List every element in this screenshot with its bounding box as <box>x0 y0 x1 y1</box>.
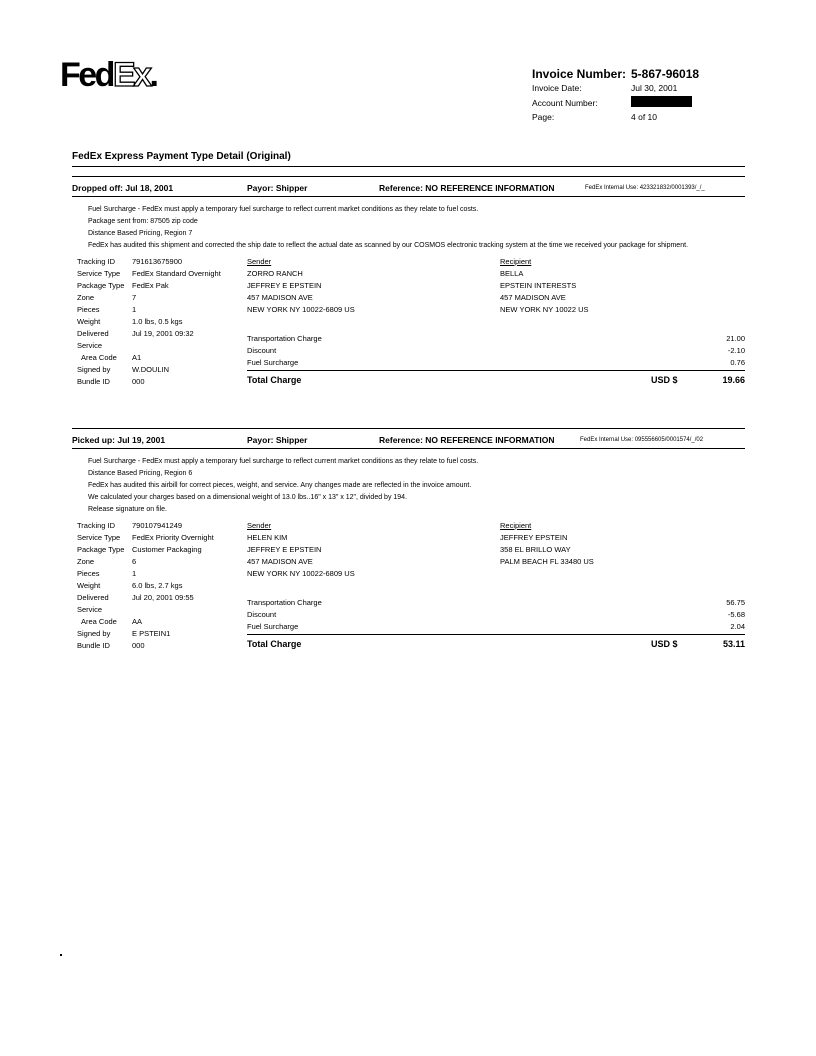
bundle-id: 000 <box>132 377 145 386</box>
internal-use: FedEx Internal Use: 095556605/0001574/_/02 <box>580 437 704 443</box>
recipient-heading: Recipient <box>500 257 532 266</box>
note: FedEx has audited this airbill for correct pieces, weight, and service. Any changes made are reflected in the invoice amount. <box>88 482 472 489</box>
tracking-id: 791613675900 <box>132 257 183 266</box>
label-zone: Zone <box>77 293 95 302</box>
transportation-charge: 21.00 <box>726 334 745 343</box>
currency: USD $ <box>651 639 678 649</box>
transportation-label: Transportation Charge <box>247 334 322 343</box>
divider <box>72 428 745 429</box>
invoice-date-label: Invoice Date: <box>532 83 582 93</box>
label-package-type: Package Type <box>77 545 125 554</box>
note: Distance Based Pricing, Region 6 <box>88 470 193 477</box>
label-pieces: Pieces <box>77 305 100 314</box>
shipment-payor: Payor: Shipper <box>247 183 308 193</box>
shipment-date: Picked up: Jul 19, 2001 <box>72 435 166 445</box>
note: Fuel Surcharge - FedEx must apply a temporary fuel surcharge to reflect current market conditions as they relate to fuel costs. <box>88 206 479 213</box>
label-weight: Weight <box>77 581 101 590</box>
total-label: Total Charge <box>247 639 302 649</box>
package-type: FedEx Pak <box>132 281 169 290</box>
label-delivered: Delivered <box>77 593 109 602</box>
shipment-payor: Payor: Shipper <box>247 435 308 445</box>
invoice-date: Jul 30, 2001 <box>631 83 678 93</box>
sender-line: NEW YORK NY 10022-6809 US <box>247 569 355 578</box>
divider <box>72 176 745 177</box>
total-charge: 53.11 <box>722 639 745 649</box>
logo-dot: . <box>149 56 157 94</box>
delivered: Jul 20, 2001 09:55 <box>132 593 194 602</box>
recipient-line: 358 EL BRILLO WAY <box>500 545 571 554</box>
discount: -2.10 <box>727 346 745 355</box>
discount-label: Discount <box>247 346 277 355</box>
discount: -5.68 <box>727 610 745 619</box>
account-number-label: Account Number: <box>532 98 598 108</box>
label-service-type: Service Type <box>77 269 121 278</box>
sender-line: JEFFREY E EPSTEIN <box>247 281 322 290</box>
note: We calculated your charges based on a dimensional weight of 13.0 lbs..16" x 13" x 12", divided by 194. <box>88 494 408 501</box>
label-service: Service <box>77 341 103 350</box>
transportation-label: Transportation Charge <box>247 598 322 607</box>
label-zone: Zone <box>77 557 95 566</box>
logo-fed: Fed <box>60 56 113 94</box>
recipient-line: PALM BEACH FL 33480 US <box>500 557 594 566</box>
discount-label: Discount <box>247 610 277 619</box>
recipient-heading: Recipient <box>500 521 532 530</box>
sender-line: 457 MADISON AVE <box>247 293 313 302</box>
sender-line: ZORRO RANCH <box>247 269 303 278</box>
fuel-surcharge: 2.04 <box>730 622 745 631</box>
note: FedEx has audited this shipment and corrected the ship date to reflect the actual date as scanned by our COSMOS electronic tracking system at the time we received your package for shipment. <box>88 242 688 249</box>
bundle-id: 000 <box>132 641 145 650</box>
transportation-charge: 56.75 <box>726 598 745 607</box>
total-label: Total Charge <box>247 375 302 385</box>
label-pieces: Pieces <box>77 569 100 578</box>
divider <box>72 196 745 197</box>
note: Package sent from: 87505 zip code <box>88 218 198 225</box>
note: Distance Based Pricing, Region 7 <box>88 230 193 237</box>
pieces: 1 <box>132 569 137 578</box>
shipment-reference: Reference: NO REFERENCE INFORMATION <box>379 435 555 445</box>
sender-line: JEFFREY E EPSTEIN <box>247 545 322 554</box>
label-signed-by: Signed by <box>77 365 111 374</box>
note: Fuel Surcharge - FedEx must apply a temporary fuel surcharge to reflect current market conditions as they relate to fuel costs. <box>88 458 479 465</box>
label-delivered: Delivered <box>77 329 109 338</box>
package-type: Customer Packaging <box>132 545 202 554</box>
label-tracking: Tracking ID <box>77 521 116 530</box>
label-signed-by: Signed by <box>77 629 111 638</box>
label-service: Service <box>77 605 103 614</box>
label-package-type: Package Type <box>77 281 125 290</box>
logo-ex: Ex <box>112 56 150 94</box>
page-label: Page: <box>532 112 555 122</box>
recipient-line: JEFFREY EPSTEIN <box>500 533 568 542</box>
weight: 1.0 lbs, 0.5 kgs <box>132 317 183 326</box>
account-number-redaction <box>631 96 692 107</box>
sender-heading: Sender <box>247 257 272 266</box>
label-area-code: Area Code <box>81 353 117 362</box>
zone: 7 <box>132 293 137 302</box>
label-area-code: Area Code <box>81 617 117 626</box>
stray-mark <box>60 954 62 956</box>
invoice-number: 5-867-96018 <box>631 67 700 81</box>
page-title: FedEx Express Payment Type Detail (Original) <box>72 151 291 162</box>
label-bundle-id: Bundle ID <box>77 377 110 386</box>
shipment-reference: Reference: NO REFERENCE INFORMATION <box>379 183 555 193</box>
fuel-label: Fuel Surcharge <box>247 358 299 367</box>
area-code: AA <box>132 617 143 626</box>
fedex-logo <box>60 58 157 92</box>
page-number: 4 of 10 <box>631 112 657 122</box>
recipient-line: NEW YORK NY 10022 US <box>500 305 589 314</box>
recipient-line: 457 MADISON AVE <box>500 293 566 302</box>
sender-line: HELEN KIM <box>247 533 288 542</box>
label-service-type: Service Type <box>77 533 121 542</box>
weight: 6.0 lbs, 2.7 kgs <box>132 581 183 590</box>
recipient-line: EPSTEIN INTERESTS <box>500 281 577 290</box>
total-charge: 19.66 <box>722 375 745 385</box>
divider <box>72 166 745 167</box>
area-code: A1 <box>132 353 142 362</box>
zone: 6 <box>132 557 137 566</box>
internal-use: FedEx Internal Use: 423321832/0001393/_/_ <box>585 185 705 191</box>
label-bundle-id: Bundle ID <box>77 641 110 650</box>
divider <box>247 370 745 371</box>
pieces: 1 <box>132 305 137 314</box>
divider <box>247 634 745 635</box>
fuel-label: Fuel Surcharge <box>247 622 299 631</box>
sender-line: NEW YORK NY 10022-6809 US <box>247 305 355 314</box>
divider <box>72 448 745 449</box>
invoice-number-label: Invoice Number: <box>532 67 627 81</box>
sender-heading: Sender <box>247 521 272 530</box>
label-weight: Weight <box>77 317 101 326</box>
fuel-surcharge: 0.76 <box>730 358 745 367</box>
delivered: Jul 19, 2001 09:32 <box>132 329 194 338</box>
service-type: FedEx Standard Overnight <box>132 269 221 278</box>
signed-by: E PSTEIN1 <box>132 629 171 638</box>
signed-by: W.DOULIN <box>132 365 170 374</box>
shipment-date: Dropped off: Jul 18, 2001 <box>72 183 174 193</box>
recipient-line: BELLA <box>500 269 524 278</box>
note: Release signature on file. <box>88 506 167 513</box>
label-tracking: Tracking ID <box>77 257 116 266</box>
service-type: FedEx Priority Overnight <box>132 533 214 542</box>
sender-line: 457 MADISON AVE <box>247 557 313 566</box>
currency: USD $ <box>651 375 678 385</box>
tracking-id: 790107941249 <box>132 521 183 530</box>
